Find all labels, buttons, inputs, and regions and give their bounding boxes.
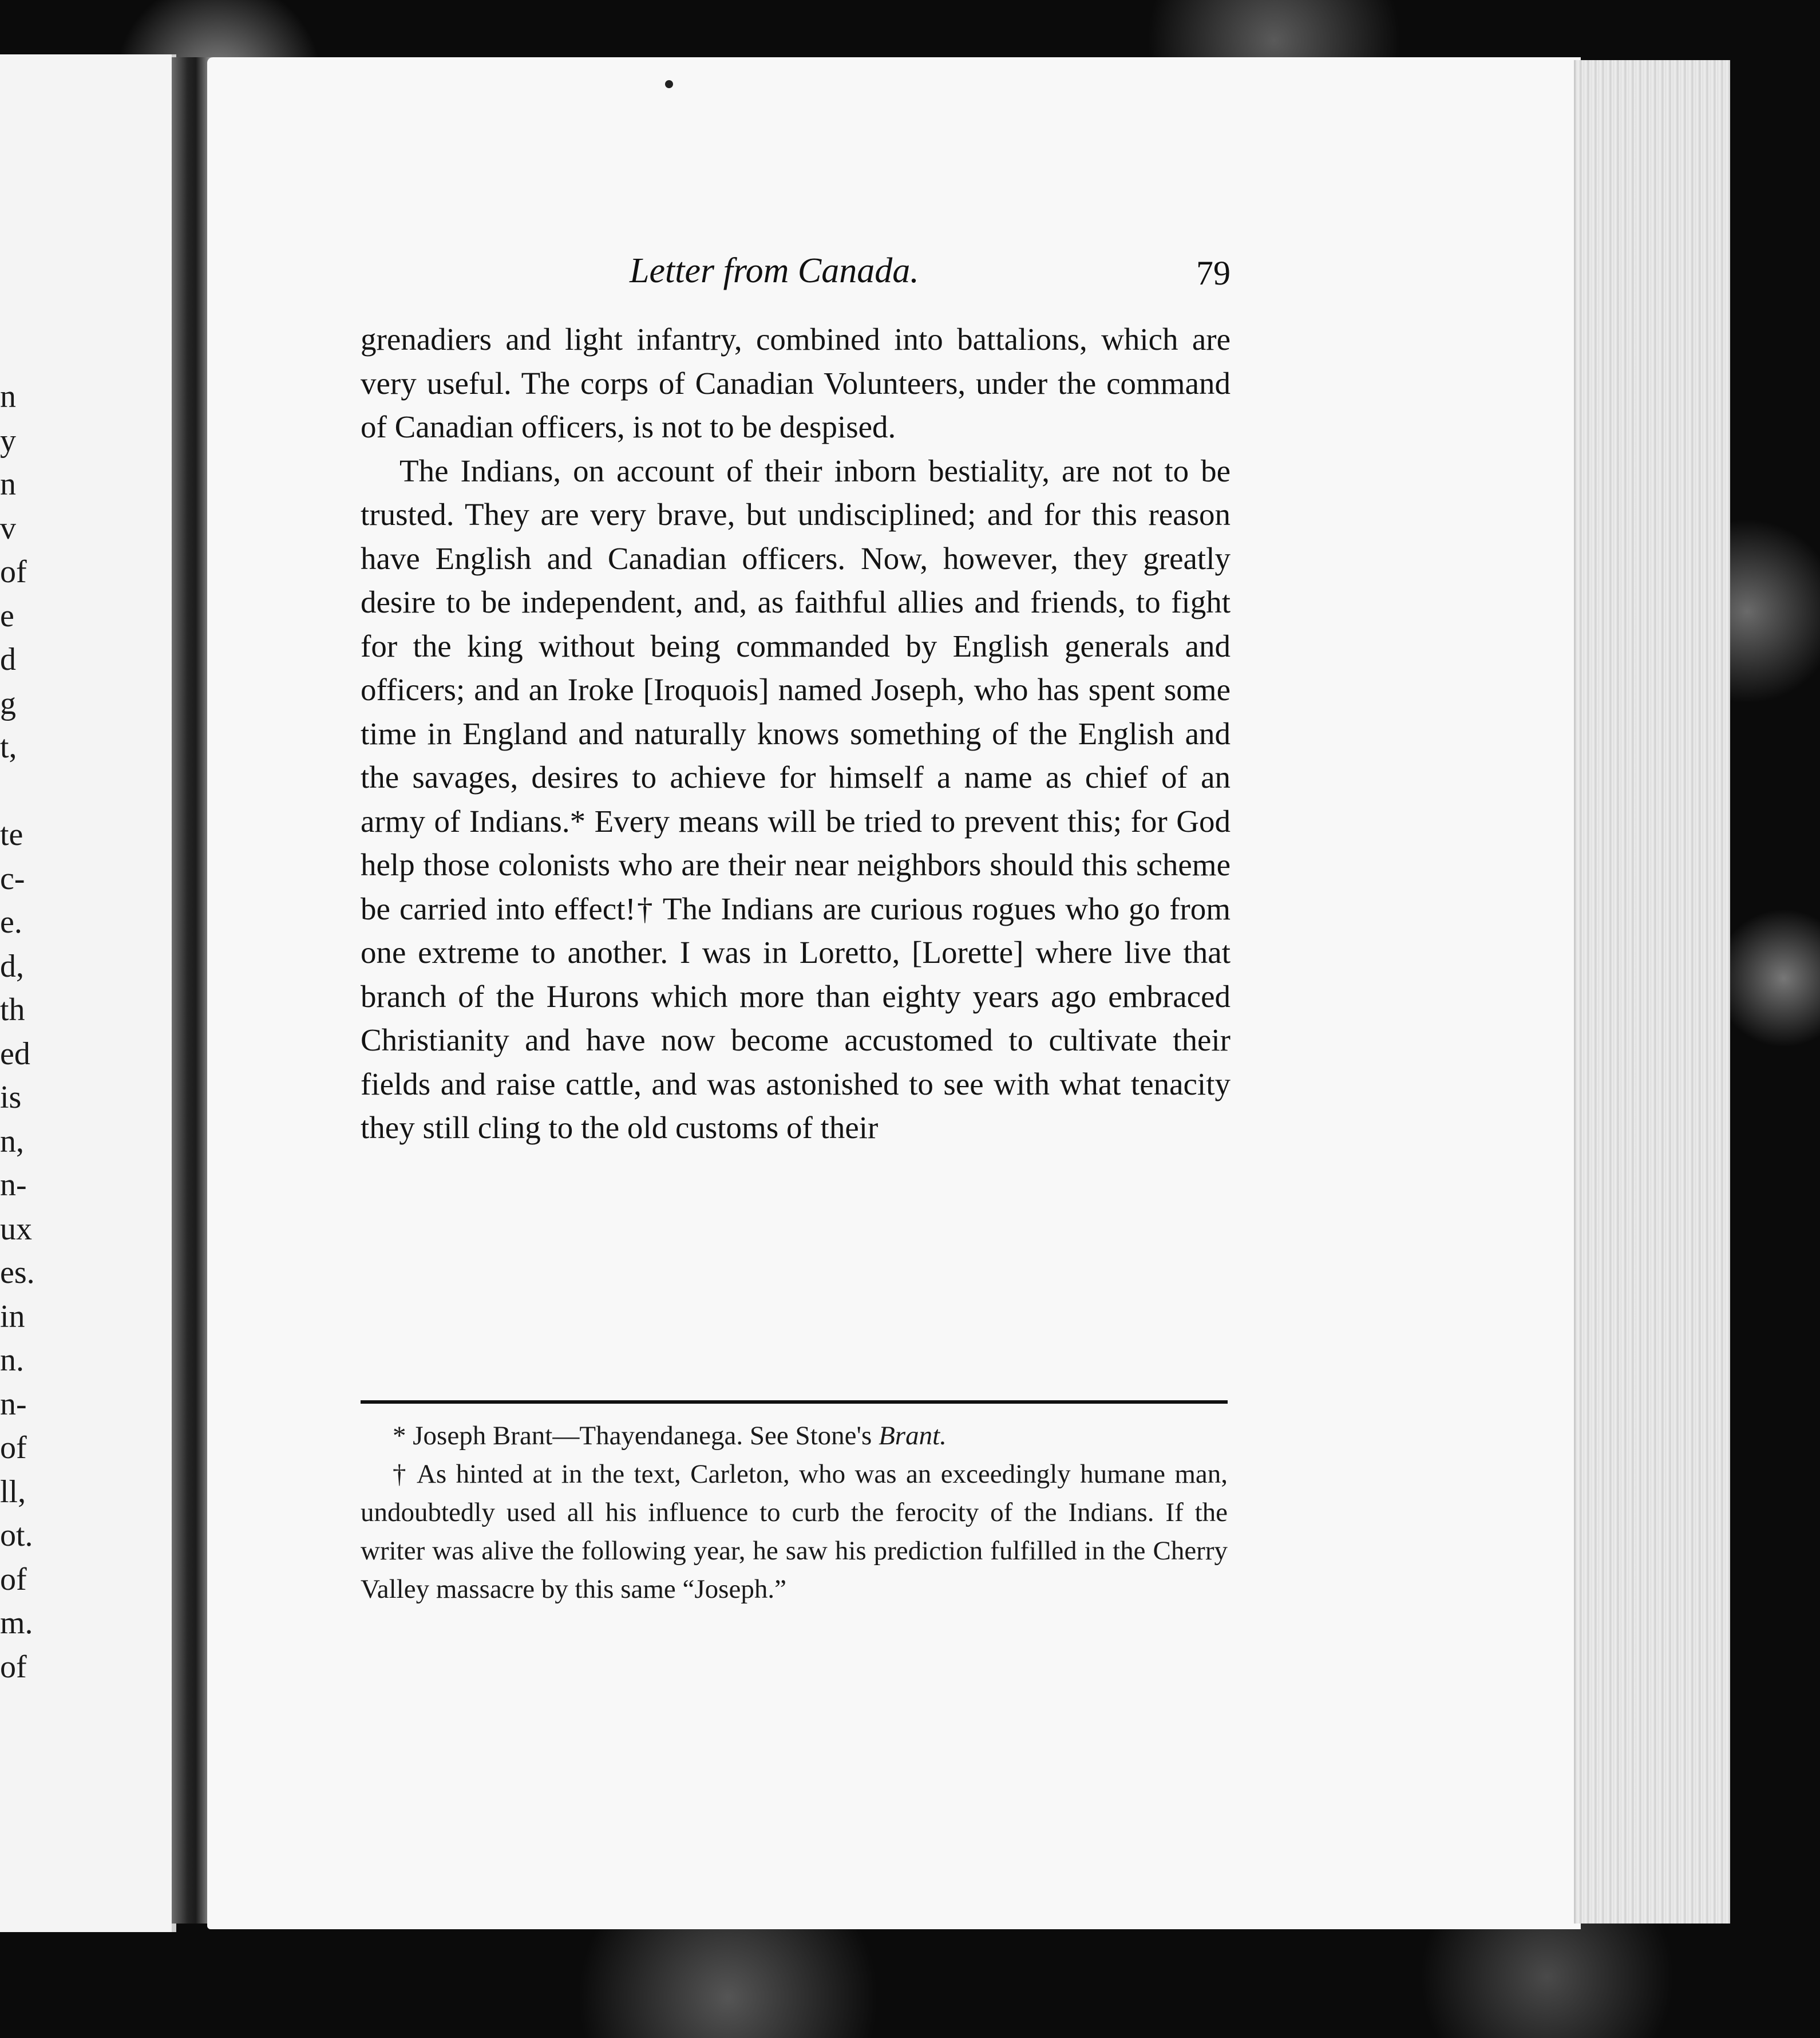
left-fragment-line: es. [0, 1255, 35, 1290]
left-fragment-line: d [0, 642, 16, 677]
paragraph: grenadiers and light infantry, combined into battalions, which are very useful. The corps of Canadian Volunteers, under the command of Canadian officers, is not to be despised. [361, 322, 1231, 444]
page-edges [1574, 60, 1730, 1924]
left-fragment-line: ll, [0, 1474, 26, 1510]
left-fragment-line: of [0, 1430, 27, 1466]
left-fragment-line: e. [0, 905, 22, 940]
footnote-2: † As hinted at in the text, Carleton, who was an exceedingly humane man, undoubtedly used all his influence to curb the ferocity of the Indians. If the writer was alive the following year, he saw his prediction fulfilled in the Cherry Valley massacre by this same “Joseph.” [361, 1459, 1228, 1604]
left-fragment-line: g [0, 685, 16, 721]
book-gutter [172, 57, 212, 1924]
left-fragment-line: n. [0, 1342, 24, 1378]
left-fragment-line: v [0, 510, 16, 546]
left-fragment-line: te [0, 817, 23, 852]
footnotes [361, 1417, 1228, 1609]
footnote-1-book-title: Brant. [879, 1421, 947, 1451]
left-fragment-line: th [0, 992, 25, 1028]
left-fragment-line: in [0, 1298, 25, 1334]
left-fragment-line: t, [0, 729, 17, 765]
left-fragment-line: n [0, 379, 16, 414]
left-facing-page [0, 54, 176, 1932]
left-fragment-line: c- [0, 860, 25, 896]
left-fragment-line: d, [0, 948, 24, 984]
running-head [361, 239, 1231, 302]
footnote-divider [361, 1400, 1228, 1404]
left-fragment-line: is [0, 1080, 22, 1115]
left-fragment-line: e [0, 598, 14, 634]
page-number: 79 [1196, 254, 1231, 292]
left-fragment-line: ot. [0, 1518, 33, 1553]
left-fragment-line: ux [0, 1211, 32, 1247]
paragraph: The Indians, on account of their inborn bestiality, are not to be trusted. They are very brave, but undisciplined; and for this reason have English and Canadian officers. Now, however, they greatly desire to be independent, and, as faithful allies and friends, to fight for the king without being commanded by English generals and officers; and an Iroke [Iroquois] named Joseph, who has spent some time in England and naturally knows something of the English and the savages, desires to achieve for himself a name as chief of an army of Indians.* Every means will be tried to prevent this; for God help those colonists who are their near neighbors should this scheme be carried into effect!† The Indians are curious rogues who go from one extreme to another. I was in Loretto, [Lorette] where live that branch of the Hurons which more than eighty years ago embraced Christianity and have now become accustomed to cultivate their fields and raise cattle, and was astonished to see with what tenacity they still cling to the old customs of their [361, 453, 1231, 1145]
left-page-text-fragments [0, 375, 46, 1689]
footnote-1 [361, 1417, 1228, 1455]
left-fragment-line: n, [0, 1123, 24, 1159]
left-fragment-line: of [0, 554, 27, 590]
left-fragment-line: ed [0, 1036, 30, 1072]
left-fragment-line: n [0, 467, 16, 502]
body-text [361, 318, 1231, 1150]
left-fragment-line: n- [0, 1167, 27, 1203]
footnote-1-text: * Joseph Brant—Thayendanega. See Stone's [393, 1421, 879, 1451]
ink-speck [665, 80, 673, 88]
left-fragment-line: y [0, 422, 16, 459]
left-fragment-line: of [0, 1649, 27, 1685]
left-fragment-line: n- [0, 1386, 27, 1422]
running-head-title: Letter from Canada. [630, 251, 919, 290]
left-fragment-line [0, 769, 46, 813]
left-fragment-line: m. [0, 1605, 33, 1641]
left-fragment-line: of [0, 1561, 27, 1597]
